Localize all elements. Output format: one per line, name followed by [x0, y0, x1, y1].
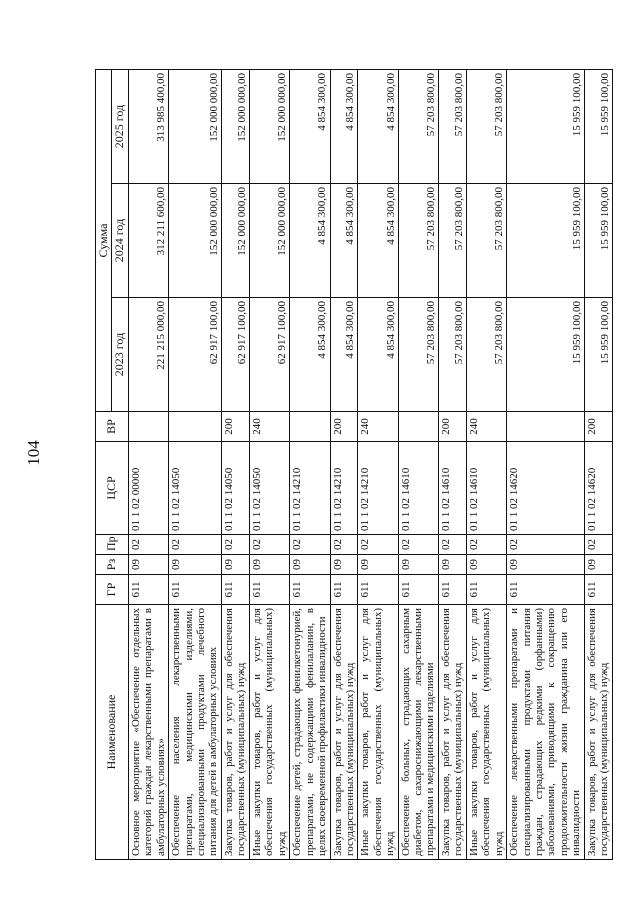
cell-2023: 57 203 800,00 [439, 298, 467, 412]
header-rz: Рз [96, 555, 129, 575]
cell-2024: 312 211 600,00 [128, 184, 168, 298]
cell-name: Обеспечение лекарственными препаратами и специализированными продуктами питания граждан, страдающих редкими (орфанными) заболеваниями, приводящими к сокращению продолжительности жизни гражданина или его инвалидности [507, 605, 585, 860]
cell-csr: 01 1 02 14210 [330, 442, 358, 535]
cell-csr: 01 1 02 14610 [467, 442, 507, 535]
cell-2025: 4 854 300,00 [330, 69, 358, 183]
cell-2025: 152 000 000,00 [222, 69, 250, 183]
cell-rz: 09 [330, 555, 358, 575]
cell-csr: 01 1 02 14050 [222, 442, 250, 535]
cell-gr: 611 [290, 575, 330, 605]
budget-table [95, 69, 613, 860]
rotated-table-container [95, 70, 613, 860]
cell-2024: 4 854 300,00 [330, 184, 358, 298]
page-number: 104 [24, 440, 43, 466]
cell-name: Закупка товаров, работ и услуг для обеспечения государственных (муниципальных) нужд [439, 605, 467, 860]
cell-vr: 240 [467, 412, 507, 442]
cell-2023: 4 854 300,00 [358, 298, 398, 412]
cell-name: Обеспечение детей, страдающих фенилкетонурией, препаратами, не содержащими фенилаланин, в целях своевременной профилактики инвалидности [290, 605, 330, 860]
cell-2024: 57 203 800,00 [467, 184, 507, 298]
cell-2023: 62 917 100,00 [222, 298, 250, 412]
cell-pr: 02 [585, 535, 613, 555]
cell-pr: 02 [507, 535, 585, 555]
cell-2025: 57 203 800,00 [439, 69, 467, 183]
table-row [358, 69, 398, 859]
cell-rz: 09 [222, 555, 250, 575]
cell-2023: 221 215 000,00 [128, 298, 168, 412]
cell-csr: 01 1 02 14620 [585, 442, 613, 535]
cell-gr: 611 [222, 575, 250, 605]
cell-vr [169, 412, 222, 442]
cell-gr: 611 [330, 575, 358, 605]
cell-vr [290, 412, 330, 442]
cell-vr: 200 [330, 412, 358, 442]
cell-rz: 09 [467, 555, 507, 575]
cell-rz: 09 [358, 555, 398, 575]
table-body [128, 69, 612, 859]
cell-2023: 15 959 100,00 [507, 298, 585, 412]
cell-2024: 4 854 300,00 [290, 184, 330, 298]
cell-pr: 02 [169, 535, 222, 555]
cell-gr: 611 [467, 575, 507, 605]
cell-gr: 611 [128, 575, 168, 605]
cell-2024: 15 959 100,00 [585, 184, 613, 298]
cell-csr: 01 1 02 14210 [290, 442, 330, 535]
table-row [585, 69, 613, 859]
header-vr: ВР [96, 412, 129, 442]
cell-2024: 57 203 800,00 [398, 184, 438, 298]
cell-2023: 15 959 100,00 [585, 298, 613, 412]
cell-csr: 01 1 02 14610 [439, 442, 467, 535]
cell-rz: 09 [169, 555, 222, 575]
cell-pr: 02 [290, 535, 330, 555]
cell-pr: 02 [330, 535, 358, 555]
cell-rz: 09 [439, 555, 467, 575]
header-gr: ГР [96, 575, 129, 605]
cell-pr: 02 [467, 535, 507, 555]
cell-vr: 200 [439, 412, 467, 442]
cell-2023: 4 854 300,00 [290, 298, 330, 412]
cell-gr: 611 [358, 575, 398, 605]
cell-pr: 02 [128, 535, 168, 555]
cell-pr: 02 [358, 535, 398, 555]
cell-vr: 240 [249, 412, 289, 442]
cell-2024: 15 959 100,00 [507, 184, 585, 298]
cell-vr: 200 [222, 412, 250, 442]
cell-2024: 4 854 300,00 [358, 184, 398, 298]
cell-name: Иные закупки товаров, работ и услуг для обеспечения государственных (муниципальных) нужд [358, 605, 398, 860]
cell-2025: 152 000 000,00 [249, 69, 289, 183]
cell-2025: 4 854 300,00 [290, 69, 330, 183]
cell-2025: 57 203 800,00 [467, 69, 507, 183]
cell-name: Иные закупки товаров, работ и услуг для обеспечения государственных (муниципальных) нужд [249, 605, 289, 860]
cell-gr: 611 [507, 575, 585, 605]
header-name: Наименование [96, 605, 129, 860]
cell-gr: 611 [169, 575, 222, 605]
cell-2023: 4 854 300,00 [330, 298, 358, 412]
table-row [330, 69, 358, 859]
cell-gr: 611 [585, 575, 613, 605]
cell-csr: 01 1 02 14620 [507, 442, 585, 535]
cell-csr: 01 1 02 14610 [398, 442, 438, 535]
table-row [249, 69, 289, 859]
header-sum: Сумма [96, 69, 112, 411]
cell-2024: 152 000 000,00 [169, 184, 222, 298]
table-row [439, 69, 467, 859]
table-row [290, 69, 330, 859]
cell-2024: 57 203 800,00 [439, 184, 467, 298]
cell-pr: 02 [222, 535, 250, 555]
cell-rz: 09 [507, 555, 585, 575]
cell-vr: 240 [358, 412, 398, 442]
cell-csr: 01 1 02 14050 [249, 442, 289, 535]
cell-pr: 02 [249, 535, 289, 555]
cell-2023: 62 917 100,00 [249, 298, 289, 412]
header-2025: 2025 год [112, 69, 128, 183]
table-row [398, 69, 438, 859]
cell-name: Основное мероприятие «Обеспечение отдельных категорий граждан лекарственными препаратами в амбулаторных условиях» [128, 605, 168, 860]
cell-2024: 152 000 000,00 [249, 184, 289, 298]
cell-name: Обеспечение больных, страдающих сахарным диабетом, сахароснижающими лекарственными препаратами и медицинскими изделиями [398, 605, 438, 860]
cell-name: Обеспечение населения лекарственными препаратами, медицинскими изделиями, специализированными продуктами лечебного питания для детей в амбулаторных условиях [169, 605, 222, 860]
table-row [128, 69, 168, 859]
cell-name: Иные закупки товаров, работ и услуг для обеспечения государственных (муниципальных) нужд [467, 605, 507, 860]
cell-2025: 15 959 100,00 [585, 69, 613, 183]
cell-pr: 02 [439, 535, 467, 555]
cell-csr: 01 1 02 00000 [128, 442, 168, 535]
cell-vr [507, 412, 585, 442]
table-row [169, 69, 222, 859]
cell-vr: 200 [585, 412, 613, 442]
table-row [507, 69, 585, 859]
cell-rz: 09 [585, 555, 613, 575]
header-2023: 2023 год [112, 298, 128, 412]
header-2024: 2024 год [112, 184, 128, 298]
cell-name: Закупка товаров, работ и услуг для обеспечения государственных (муниципальных) нужд [222, 605, 250, 860]
cell-2025: 313 985 400,00 [128, 69, 168, 183]
cell-2025: 4 854 300,00 [358, 69, 398, 183]
cell-name: Закупка товаров, работ и услуг для обеспечения государственных (муниципальных) нужд [330, 605, 358, 860]
cell-gr: 611 [398, 575, 438, 605]
table-row [222, 69, 250, 859]
cell-csr: 01 1 02 14050 [169, 442, 222, 535]
header-csr: ЦСР [96, 442, 129, 535]
cell-csr: 01 1 02 14210 [358, 442, 398, 535]
cell-vr [398, 412, 438, 442]
cell-rz: 09 [249, 555, 289, 575]
cell-pr: 02 [398, 535, 438, 555]
cell-2025: 57 203 800,00 [398, 69, 438, 183]
cell-rz: 09 [128, 555, 168, 575]
cell-rz: 09 [398, 555, 438, 575]
cell-2024: 152 000 000,00 [222, 184, 250, 298]
header-pr: Пр [96, 535, 129, 555]
cell-2025: 15 959 100,00 [507, 69, 585, 183]
cell-name: Закупка товаров, работ и услуг для обеспечения государственных (муниципальных) нужд [585, 605, 613, 860]
cell-rz: 09 [290, 555, 330, 575]
cell-gr: 611 [439, 575, 467, 605]
table-row [467, 69, 507, 859]
cell-2023: 62 917 100,00 [169, 298, 222, 412]
cell-2023: 57 203 800,00 [398, 298, 438, 412]
cell-2025: 152 000 000,00 [169, 69, 222, 183]
cell-2023: 57 203 800,00 [467, 298, 507, 412]
cell-gr: 611 [249, 575, 289, 605]
cell-vr [128, 412, 168, 442]
